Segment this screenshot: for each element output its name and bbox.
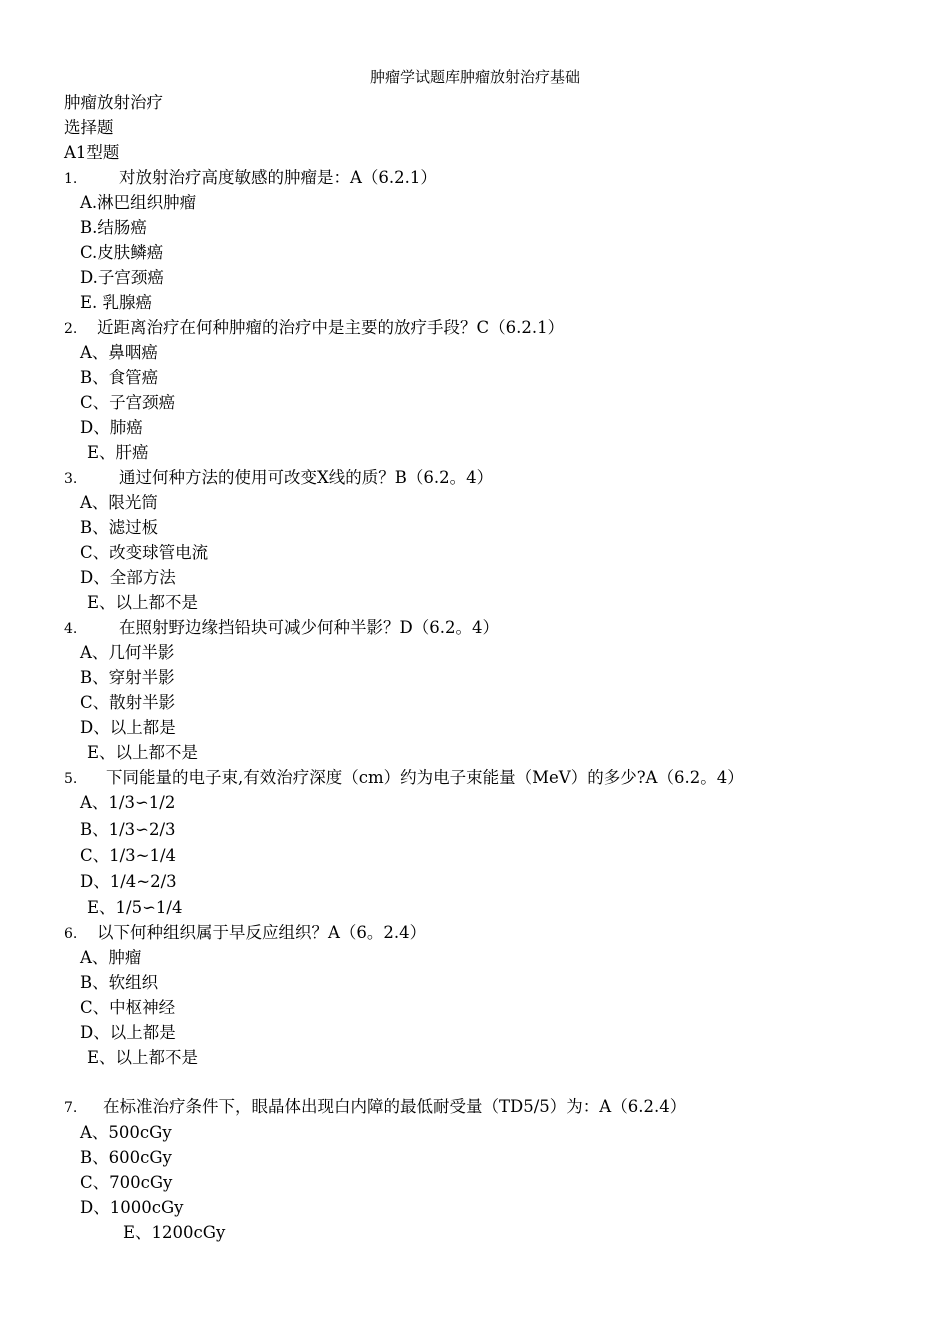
question-number: 2. — [64, 321, 78, 337]
option-7a: A、500cGy — [80, 1123, 172, 1142]
question-6 — [64, 920, 426, 947]
question-text: 在照射野边缘挡铅块可减少何种半影？D（6.2。4） — [119, 618, 499, 637]
question-text: 下同能量的电子束,有效治疗深度（cm）约为电子束能量（MeV）的多少?A（6.2。4） — [106, 768, 744, 787]
option-3e: E、以上都不是 — [87, 593, 199, 612]
question-3 — [64, 465, 493, 492]
question-text: 通过何种方法的使用可改变X线的质？B（6.2。4） — [119, 468, 494, 487]
option-2c: C、子宫颈癌 — [80, 393, 176, 412]
question-number: 7. — [64, 1100, 78, 1116]
option-4a: A、几何半影 — [80, 643, 175, 662]
option-2b: B、食管癌 — [80, 368, 159, 387]
option-1e: E. 乳腺癌 — [80, 293, 153, 312]
option-2a: A、鼻咽癌 — [80, 343, 158, 362]
question-7 — [64, 1094, 686, 1121]
option-4e: E、以上都不是 — [87, 743, 199, 762]
question-text: 对放射治疗高度敏感的肿瘤是：A（6.2.1） — [119, 168, 437, 187]
option-5c: C、1/3~1/4 — [80, 846, 177, 865]
option-4d: D、以上都是 — [80, 718, 176, 737]
option-5e: E、1/5∽1/4 — [87, 898, 183, 917]
option-2e: E、肝癌 — [87, 443, 149, 462]
option-3c: C、改变球管电流 — [80, 543, 209, 562]
option-5b: B、1/3∽2/3 — [80, 820, 176, 839]
option-6c: C、中枢神经 — [80, 998, 176, 1017]
option-7d: D、1000cGy — [80, 1198, 184, 1217]
question-text: 以下何种组织属于早反应组织？A（6。2.4） — [97, 923, 427, 942]
option-1b: B.结肠癌 — [80, 218, 147, 237]
option-1a: A.淋巴组织肿瘤 — [80, 193, 197, 212]
option-7e: E、1200cGy — [123, 1223, 226, 1242]
option-6b: B、软组织 — [80, 973, 159, 992]
option-6d: D、以上都是 — [80, 1023, 176, 1042]
option-5d: D、1/4~2/3 — [80, 872, 177, 891]
question-text: 在标准治疗条件下，眼晶体出现白内障的最低耐受量（TD5/5）为：A（6.2.4） — [103, 1097, 687, 1116]
section-title: 选择题 — [64, 118, 114, 137]
question-5 — [64, 765, 744, 792]
option-6e: E、以上都不是 — [87, 1048, 199, 1067]
option-3d: D、全部方法 — [80, 568, 176, 587]
option-1d: D.子宫颈癌 — [80, 268, 164, 287]
question-text: 近距离治疗在何种肿瘤的治疗中是主要的放疗手段？C（6.2.1） — [97, 318, 565, 337]
question-number: 6. — [64, 926, 78, 942]
question-number: 1. — [64, 171, 78, 187]
question-number: 4. — [64, 621, 78, 637]
option-3b: B、滤过板 — [80, 518, 159, 537]
option-3a: A、限光筒 — [80, 493, 158, 512]
question-number: 3. — [64, 471, 78, 487]
question-1 — [64, 165, 437, 192]
question-2 — [64, 315, 564, 342]
option-2d: D、肺癌 — [80, 418, 143, 437]
option-4c: C、散射半影 — [80, 693, 176, 712]
document-title: 肿瘤学试题库肿瘤放射治疗基础 — [369, 68, 580, 86]
option-6a: A、肿瘤 — [80, 948, 142, 967]
option-5a: A、1/3∽1/2 — [80, 793, 176, 812]
question-number: 5. — [64, 771, 78, 787]
subsection-title: A1型题 — [64, 143, 120, 162]
document-heading: 肿瘤放射治疗 — [64, 93, 163, 112]
option-7c: C、700cGy — [80, 1173, 173, 1192]
option-1c: C.皮肤鳞癌 — [80, 243, 164, 262]
question-4 — [64, 615, 499, 642]
option-7b: B、600cGy — [80, 1148, 172, 1167]
option-4b: B、穿射半影 — [80, 668, 175, 687]
